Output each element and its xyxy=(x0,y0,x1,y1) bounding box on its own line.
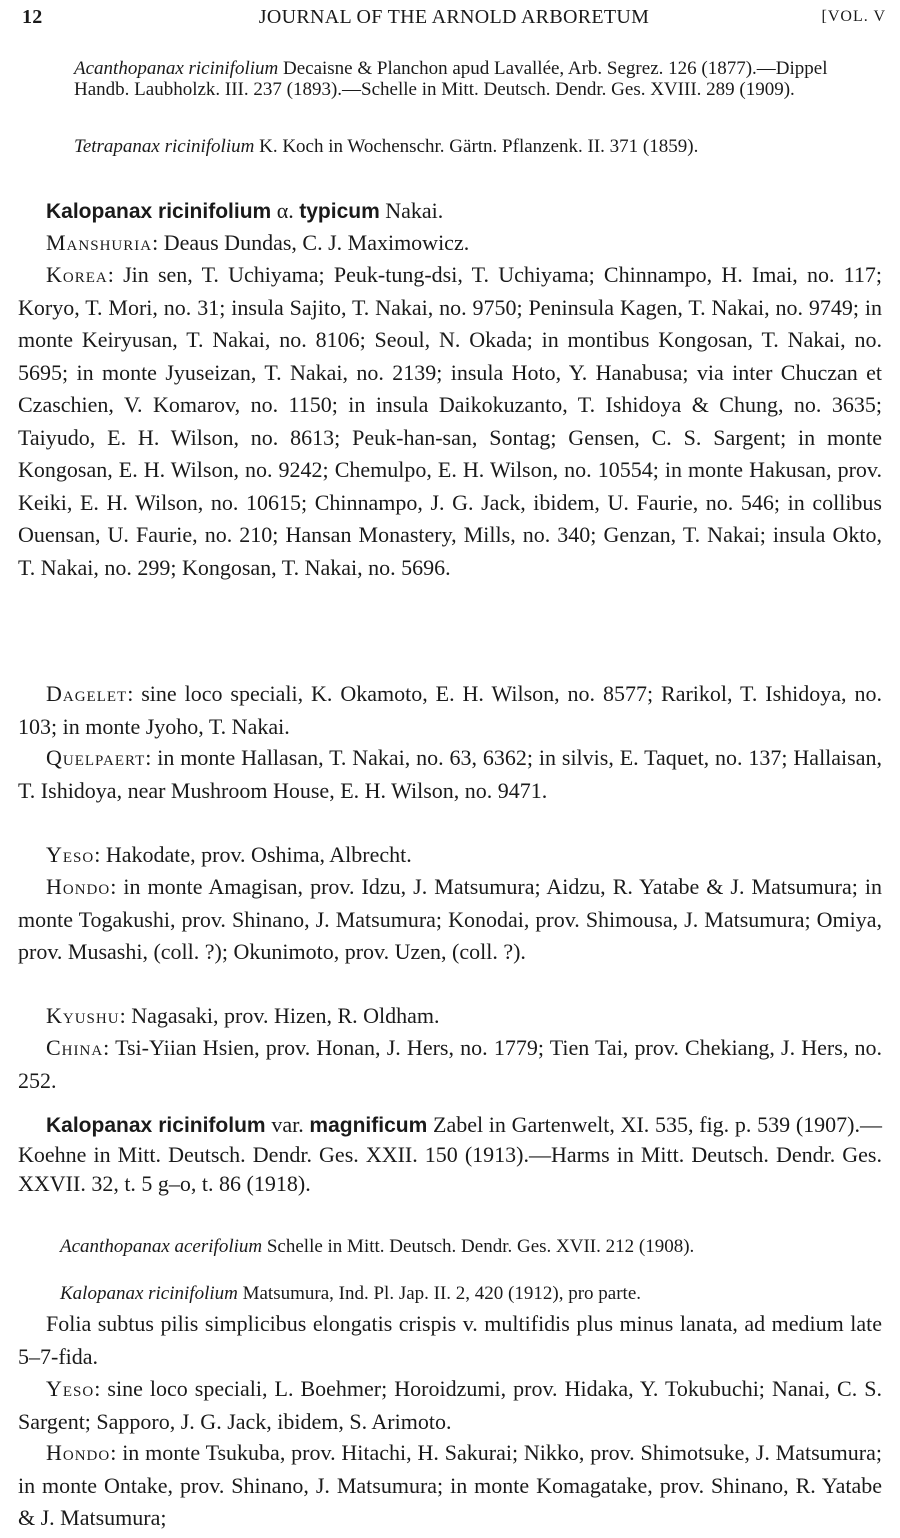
taxon-name: Kalopanax ricinifolium xyxy=(46,200,272,223)
taxon-heading: Kalopanax ricinifolium α. typicum Nakai. xyxy=(46,198,444,223)
synonym-name: Kalopanax ricinifolium xyxy=(60,1283,238,1304)
synonym-name: Acanthopanax ricinifolium xyxy=(74,58,279,79)
locality-paragraph: Quelpaert: in monte Hallasan, T. Nakai, no. 63, 6362; in silvis, E. Taquet, no. 137; Hallaisan, T. Ishidoya, near Mushroom House, E. H. Wilson, no. 9471. xyxy=(18,745,882,803)
synonym-entry xyxy=(74,136,880,157)
locality-paragraph: Hondo: in monte Tsukuba, prov. Hitachi, H. Sakurai; Nikko, prov. Shimotsuke, J. Matsumura; in monte Ontake, prov. Shinano, J. Matsumura; in monte Komagatake, prov. Shinano, R. Yatabe & J. Matsumura; xyxy=(18,1440,882,1530)
locality-paragraph: Kyushu: Nagasaki, prov. Hizen, R. Oldham. xyxy=(46,1003,440,1028)
synonym-entry xyxy=(60,1236,880,1257)
journal-title: JOURNAL OF THE ARNOLD ARBORETUM xyxy=(258,6,650,28)
locality-paragraph: Dagelet: sine loco speciali, K. Okamoto, E. H. Wilson, no. 8577; Rarikol, T. Ishidoya, no. 103; in monte Jyoho, T. Nakai. xyxy=(18,681,882,739)
taxon-name: Kalopanax ricinifolum xyxy=(46,1114,266,1137)
synonym-citation: Matsumura, Ind. Pl. Jap. II. 2, 420 (1912), pro parte. xyxy=(237,1283,642,1304)
synonym-entry xyxy=(60,1283,880,1304)
synonym-citation: Schelle in Mitt. Deutsch. Dendr. Ges. XVII. 212 (1908). xyxy=(262,1236,695,1257)
synonym-name: Tetrapanax ricinifolium xyxy=(74,136,255,157)
locality-paragraph: China: Tsi-Yiian Hsien, prov. Honan, J. Hers, no. 1779; Tien Tai, prov. Chekiang, J. Hers, no. 252. xyxy=(18,1035,882,1093)
page-number: 12 xyxy=(22,6,43,28)
volume-label: [VOL. V xyxy=(821,8,886,25)
locality-paragraph: Manshuria: Deaus Dundas, C. J. Maximowicz. xyxy=(46,230,470,255)
description-paragraph: Folia subtus pilis simplicibus elongatis crispis v. multifidis plus minus lanata, ad medium late 5–7-fida. xyxy=(18,1311,882,1369)
running-header xyxy=(22,6,886,36)
taxon-heading: Kalopanax ricinifolum var. magnificum Zabel in Gartenwelt, XI. 535, fig. p. 539 (1907).—Koehne in Mitt. Deutsch. Dendr. Ges. XXII. 150 (1913).—Harms in Mitt. Deutsch. Dendr. Ges. XXVII. 32, t. 5 g–o, t. 86 (1918). xyxy=(18,1112,882,1196)
locality-paragraph: Korea: Jin sen, T. Uchiyama; Peuk-tung-dsi, T. Uchiyama; Chinnampo, H. Imai, no. 117; Koryo, T. Mori, no. 31; insula Sajito, T. Nakai, no. 9750; Peninsula Kagen, T. Nakai, no. 9749; in monte Keiryusan, T. Nakai, no. 8106; Seoul, N. Okada; in montibus Kongosan, T. Nakai, no. 5695; in monte Jyuseizan, T. Nakai, no. 2139; insula Hoto, Y. Hanabusa; via inter Chuczan et Czaschien, V. Komarov, no. 1150; in insula Daikokuzanto, T. Ishidoya & Chung, no. 3635; Taiyudo, E. H. Wilson, no. 8613; Peuk-han-san, Sontag; Gensen, C. S. Sargent; in monte Kongosan, E. H. Wilson, no. 9242; Chemulpo, E. H. Wilson, no. 10554; in monte Hakusan, prov. Keiki, E. H. Wilson, no. 10615; Chinnampo, J. G. Jack, ibidem, U. Faurie, no. 546; in collibus Ouensan, U. Faurie, no. 210; Hansan Monastery, Mills, no. 340; Genzan, T. Nakai; insula Okto, T. Nakai, no. 299; Kongosan, T. Nakai, no. 5696. xyxy=(18,262,882,580)
taxon-author: Nakai. xyxy=(379,198,444,223)
synonym-name: Acanthopanax acerifolium xyxy=(60,1236,263,1257)
synonym-entry xyxy=(74,58,880,100)
synonym-citation: K. Koch in Wochenschr. Gärtn. Pflanzenk. II. 371 (1859). xyxy=(254,136,699,157)
locality-paragraph: Hondo: in monte Amagisan, prov. Idzu, J. Matsumura; Aidzu, R. Yatabe & J. Matsumura; in monte Togakushi, prov. Shinano, J. Matsumura; Konodai, prov. Shimousa, J. Matsumura; Omiya, prov. Musashi, (coll. ?); Okunimoto, prov. Uzen, (coll. ?). xyxy=(18,874,882,964)
taxon-citation: Zabel in Gartenwelt, XI. 535, fig. p. 539 (1907).—Koehne in Mitt. Deutsch. Dendr. Ges. XXII. 150 (1913).—Harms in Mitt. Deutsch. Dendr. Ges. XXVII. 32, t. 5 g–o, t. 86 (1918). xyxy=(18,1112,882,1196)
synonym-citation: Decaisne & Planchon apud Lavallée, Arb. Segrez. 126 (1877).—Dippel Handb. Laubholzk. III. 237 (1893).—Schelle in Mitt. Deutsch. Dendr. Ges. XVIII. 289 (1909). xyxy=(74,58,828,100)
taxon-epithet: typicum xyxy=(299,200,380,223)
locality-paragraph: Yeso: Hakodate, prov. Oshima, Albrecht. xyxy=(46,842,412,867)
taxon-epithet: magnificum xyxy=(309,1114,428,1137)
locality-paragraph: Yeso: sine loco speciali, L. Boehmer; Horoidzumi, prov. Hidaka, Y. Tokubuchi; Nanai, C. S. Sargent; Sapporo, J. G. Jack, ibidem, S. Arimoto. xyxy=(18,1376,882,1434)
